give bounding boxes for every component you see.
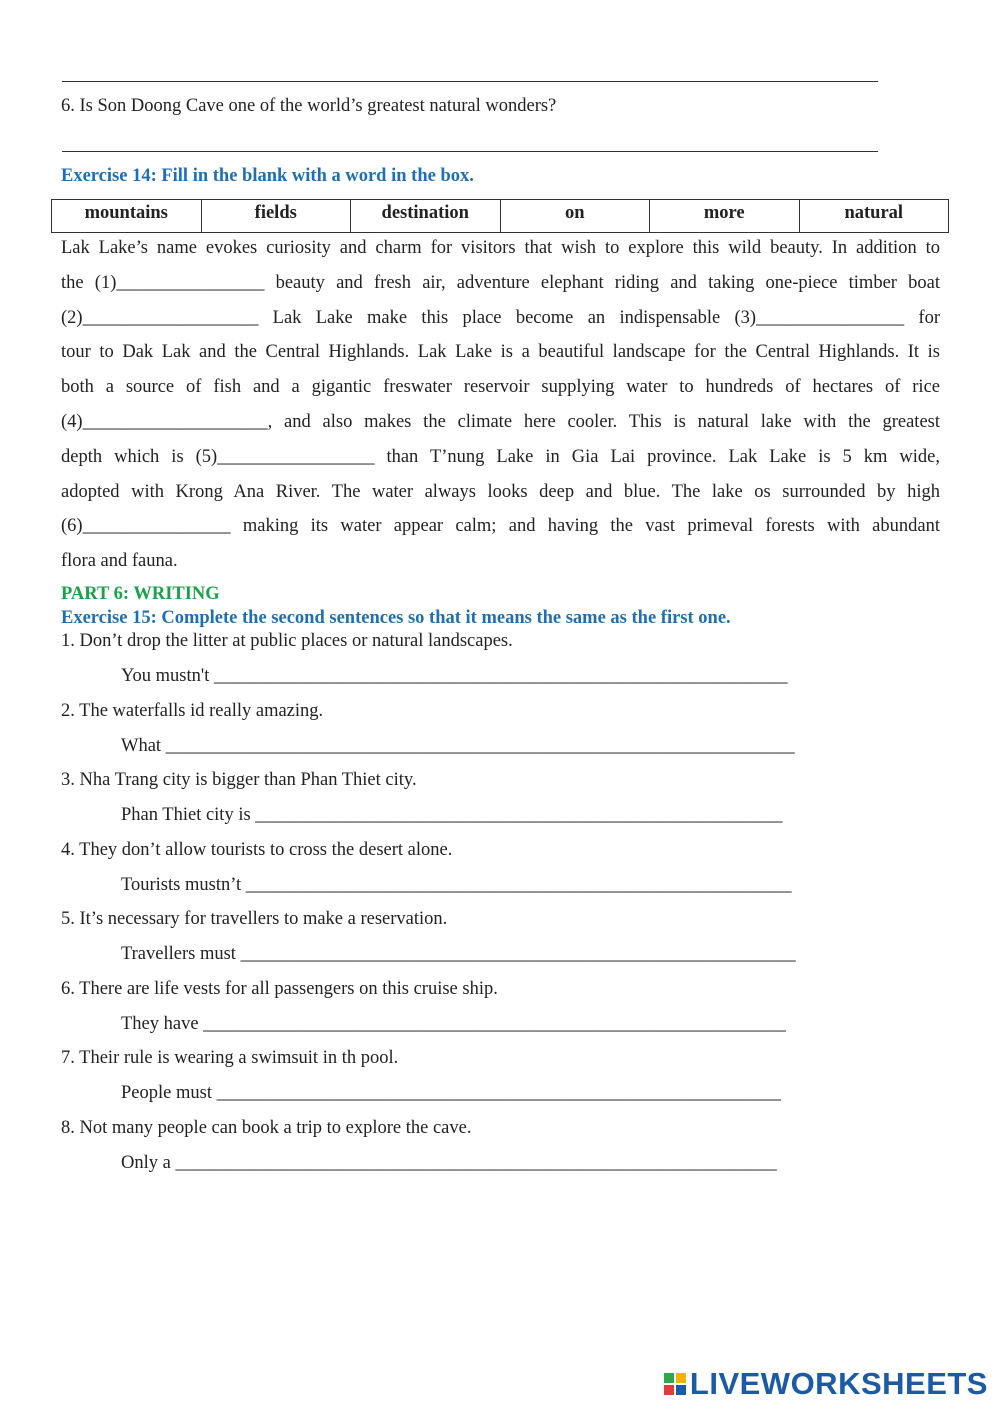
ex15-prompt-2: 2. The waterfalls id really amazing. [61, 701, 324, 721]
ex15-prompt-1: 1. Don’t drop the litter at public places or natural landscapes. [61, 631, 513, 651]
ex15-prompt-7: 7. Their rule is wearing a swimsuit in th pool. [61, 1048, 399, 1068]
passage-line: both a source of fish and a gigantic freswater reservoir supplying water to hundreds of hectares of rice [61, 377, 940, 398]
ex15-answer-6[interactable]: They have _______________________________________________________________ [121, 1014, 786, 1034]
word-box-item: on [500, 200, 650, 233]
ex15-prompt-5: 5. It’s necessary for travellers to make a reservation. [61, 909, 448, 929]
ex15-prompt-4: 4. They don’t allow tourists to cross the desert alone. [61, 840, 453, 860]
ex15-answer-2[interactable]: What ____________________________________________________________________ [121, 736, 795, 756]
word-box-item: mountains [52, 200, 202, 233]
exercise-15-title: Exercise 15: Complete the second sentences so that it means the same as the first one. [61, 608, 731, 628]
answer-line-question-6[interactable] [62, 151, 878, 152]
ex15-answer-1[interactable]: You mustn't ______________________________________________________________ [121, 666, 788, 686]
passage-line: tour to Dak Lak and the Central Highlands. Lak Lake is a beautiful landscape for the Central Highlands. It is [61, 342, 940, 363]
ex15-prompt-8: 8. Not many people can book a trip to explore the cave. [61, 1118, 472, 1138]
passage-line: Lak Lake’s name evokes curiosity and charm for visitors that wish to explore this wild beauty. In addition to [61, 238, 940, 258]
logo-square-blue-icon [676, 1385, 686, 1395]
answer-line-top [62, 81, 878, 82]
word-box-item: destination [351, 200, 501, 233]
passage-line-blank-4[interactable]: (4)____________________, and also makes the climate here cooler. This is natural lake with the greatest [61, 411, 940, 432]
word-box-item: natural [799, 200, 949, 233]
passage-line-blank-5[interactable]: depth which is (5)_________________ than T’nung Lake in Gia Lai province. Lak Lake is 5 km wide, [61, 446, 940, 467]
word-box-item: fields [201, 200, 351, 233]
logo-square-yellow-icon [676, 1373, 686, 1383]
ex15-prompt-3: 3. Nha Trang city is bigger than Phan Thiet city. [61, 770, 417, 790]
passage-line-blank-6[interactable]: (6)________________ making its water appear calm; and having the vast primeval forests with abundant [61, 516, 940, 537]
logo-text: LIVEWORKSHEETS [689, 1366, 988, 1401]
passage-line: flora and fauna. [61, 551, 178, 572]
ex15-answer-7[interactable]: People must _____________________________________________________________ [121, 1083, 781, 1103]
passage-line-blank-2-3[interactable]: (2)___________________ Lak Lake make this place become an indispensable (3)________________ for [61, 307, 940, 328]
ex15-answer-4[interactable]: Tourists mustn’t ___________________________________________________________ [121, 875, 792, 895]
logo-square-red-icon [664, 1385, 674, 1395]
part-6-title: PART 6: WRITING [61, 584, 220, 604]
exercise-14-title: Exercise 14: Fill in the blank with a word in the box. [61, 166, 474, 186]
ex15-prompt-6: 6. There are life vests for all passengers on this cruise ship. [61, 979, 498, 999]
liveworksheets-logo [664, 1366, 988, 1402]
ex15-answer-3[interactable]: Phan Thiet city is _________________________________________________________ [121, 805, 783, 825]
ex15-answer-8[interactable]: Only a _________________________________________________________________ [121, 1153, 777, 1173]
ex15-answer-5[interactable]: Travellers must ____________________________________________________________ [121, 944, 796, 964]
word-box-item: more [650, 200, 800, 233]
lak-lake-passage [61, 231, 940, 579]
liveworksheets-logo-icon [664, 1373, 686, 1395]
passage-line-blank-1[interactable]: the (1)________________ beauty and fresh air, adventure elephant riding and taking one-piece timber boat [61, 272, 940, 293]
word-box [51, 199, 949, 233]
logo-square-green-icon [664, 1373, 674, 1383]
passage-line: adopted with Krong Ana River. The water always looks deep and blue. The lake os surrounded by high [61, 481, 940, 502]
question-6: 6. Is Son Doong Cave one of the world’s greatest natural wonders? [61, 96, 557, 116]
